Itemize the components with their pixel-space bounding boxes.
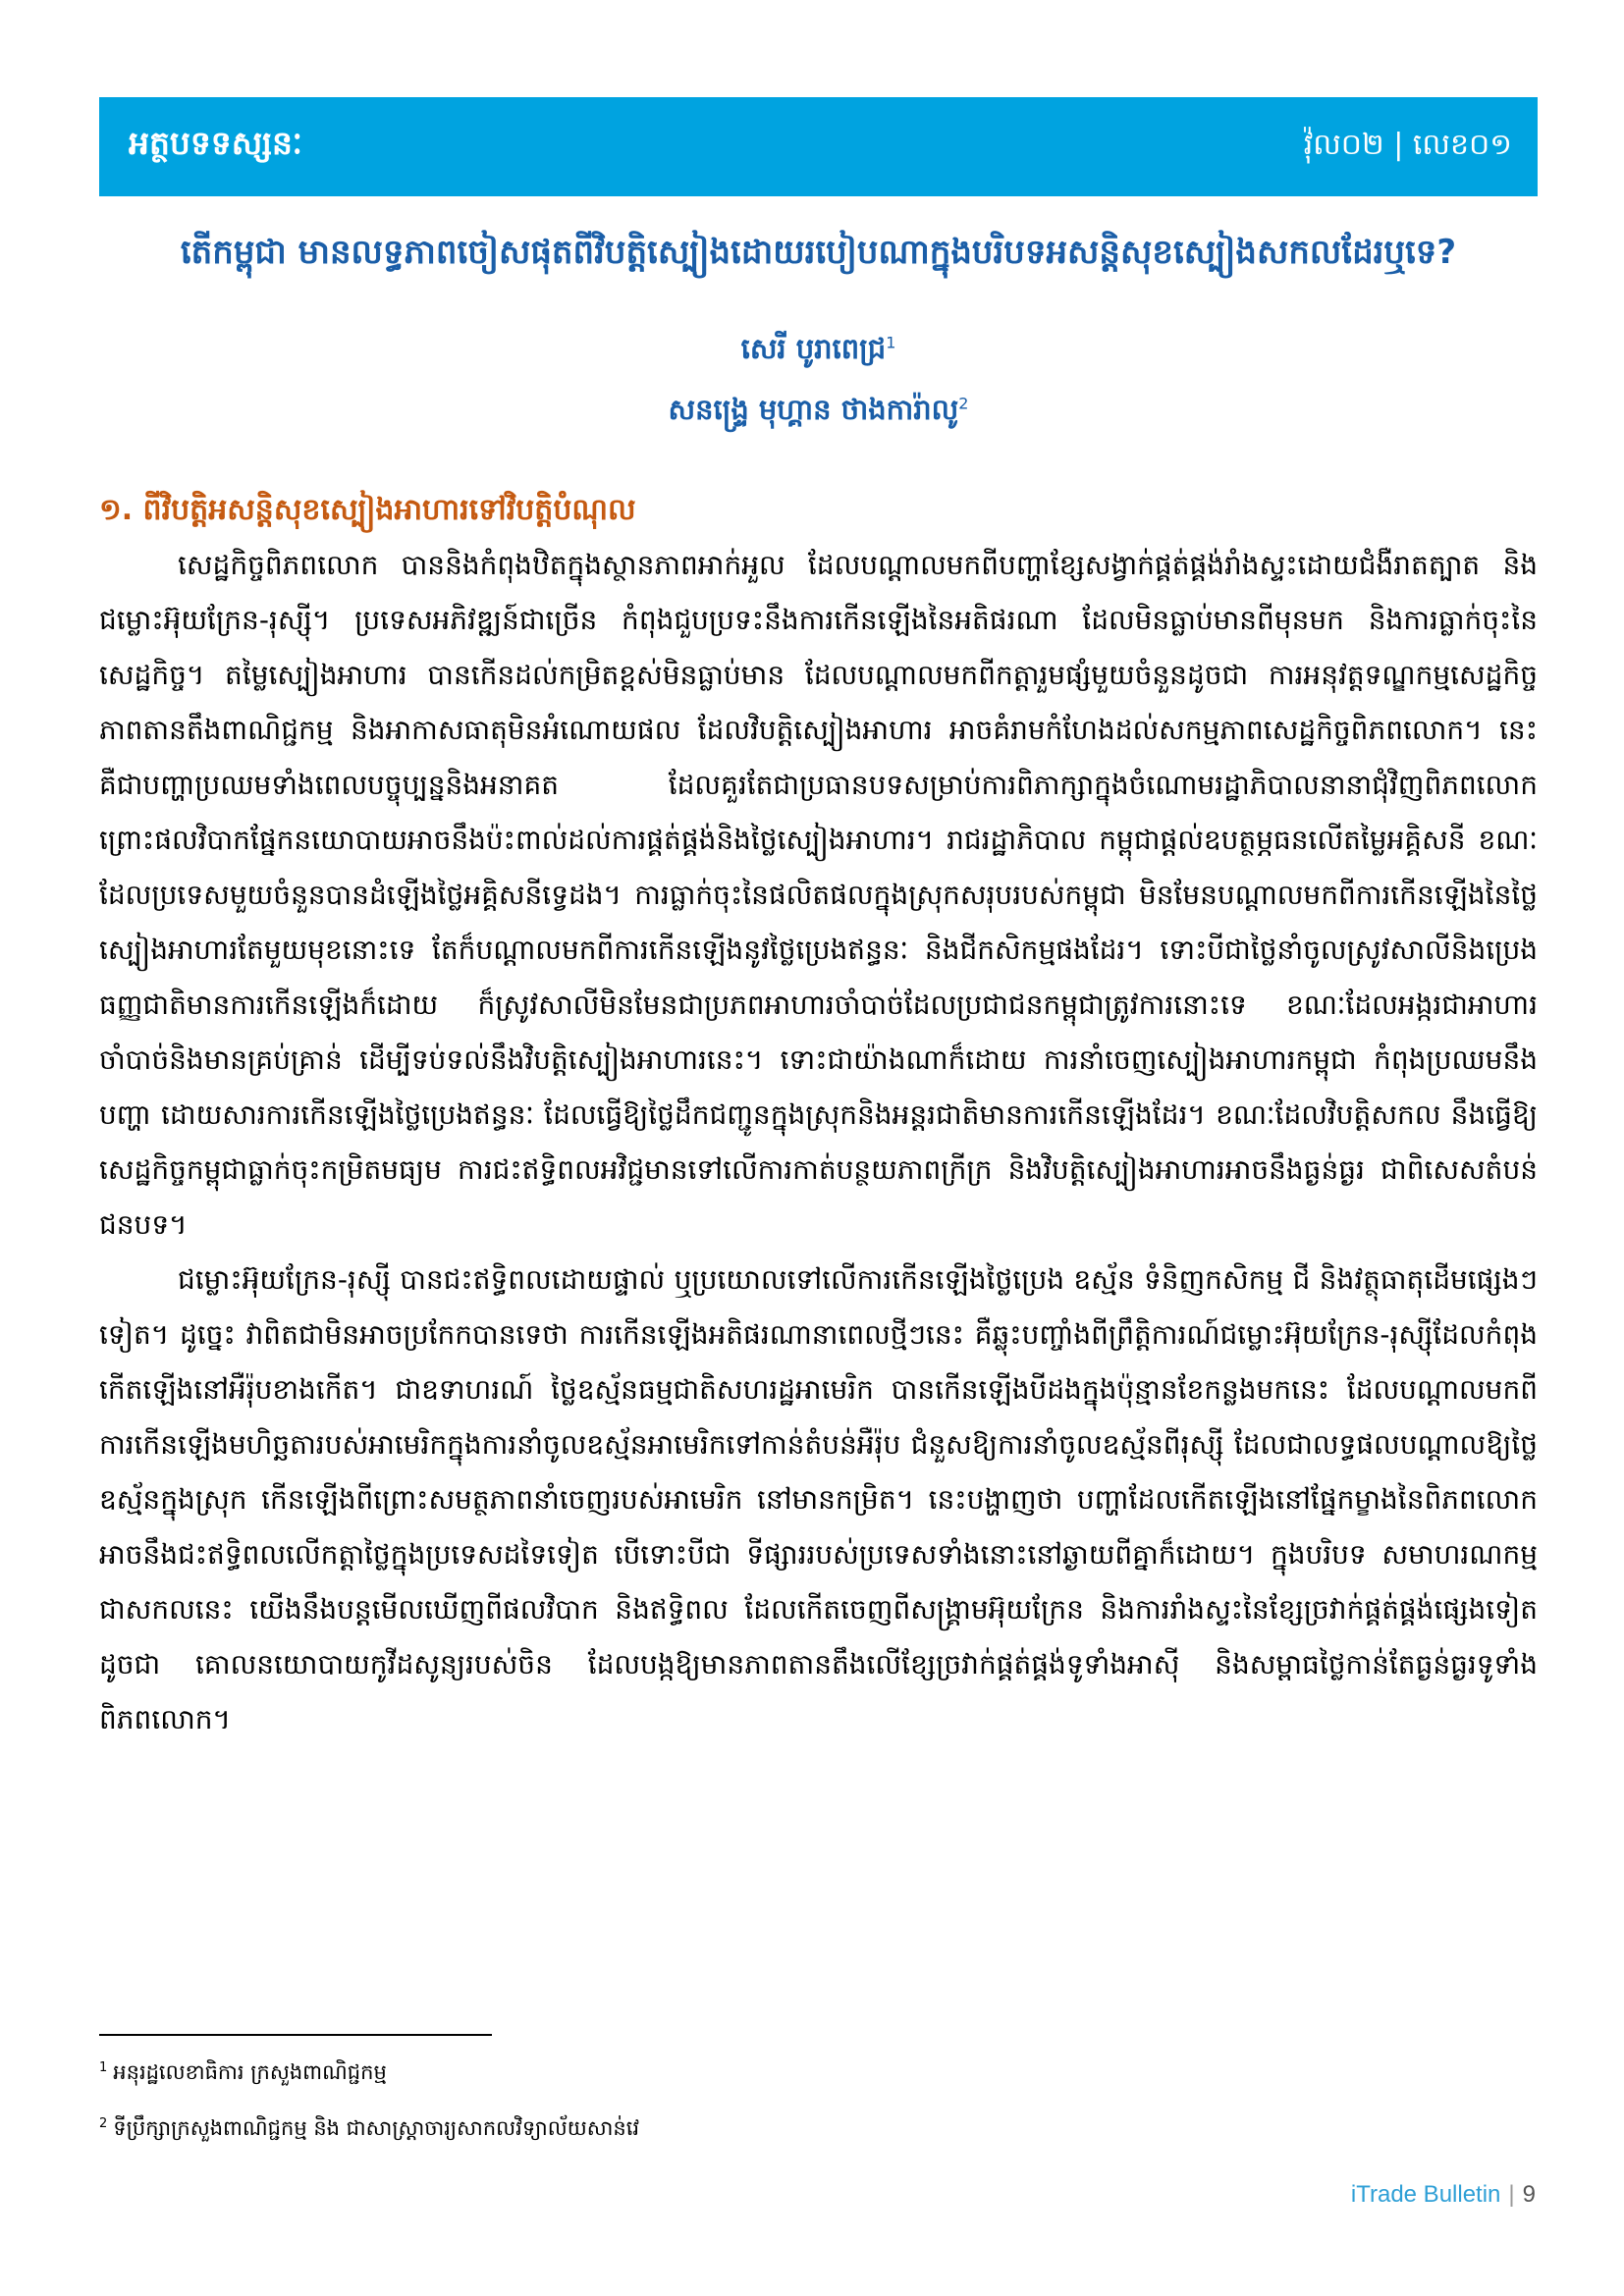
footnote-mark: 1 — [99, 2060, 108, 2075]
footnote-mark: 2 — [99, 2116, 108, 2131]
footnote-ref: 2 — [958, 394, 969, 413]
author-name: សេរី បូរាពេជ្រ — [740, 332, 887, 365]
publication-name: iTrade Bulletin — [1350, 2181, 1501, 2208]
section-heading: ១. ពីវិបត្តិអសន្តិសុខស្បៀងអាហារទៅវិបត្តិបំណុល — [99, 493, 636, 527]
footnote-ref: 1 — [886, 333, 896, 352]
footnote-2 — [99, 2115, 639, 2146]
article-title: តើកម្ពុជា មានលទ្ធភាពចៀសផុតពីវិបត្តិស្បៀងដោយរបៀបណាក្នុងបរិបទអសន្តិសុខស្បៀងសកលដែរឬទេ? — [180, 233, 1457, 272]
page-number: 9 — [1522, 2181, 1536, 2208]
paragraph: សេដ្ឋកិច្ចពិភពលោក បាននិងកំពុងឋិតក្នុងស្ថានភាពអាក់អួល ដែលបណ្ដាលមកពីបញ្ហាខ្សែសង្វាក់ផ្គត់ផ្គង់រាំងស្ទះដោយជំងឺរាតត្បាត និងជម្លោះអ៊ុយក្រែន-រុស្ស៊ី។ ប្រទេសអភិវឌ្ឍន៍ជាច្រើន កំពុងជួបប្រទះនឹងការកើនឡើងនៃអតិផរណា ដែលមិនធ្លាប់មានពីមុនមក និងការធ្លាក់ចុះនៃសេដ្ឋកិច្ច។ តម្លៃស្បៀងអាហារ បានកើនដល់កម្រិតខ្ពស់មិនធ្លាប់មាន ដែលបណ្ដាលមកពីកត្តារួមផ្សំមួយចំនួនដូចជា ការអនុវត្តទណ្ឌកម្មសេដ្ឋកិច្ច ភាពតានតឹងពាណិជ្ជកម្ម និងអាកាសធាតុមិនអំណោយផល ដែលវិបត្តិស្បៀងអាហារ អាចគំរាមកំហែងដល់សកម្មភាពសេដ្ឋកិច្ចពិភពលោក។ នេះគឺជាបញ្ហាប្រឈមទាំងពេលបច្ចុប្បន្ននិងអនាគត ដែលគួរតែជាប្រធានបទសម្រាប់ការពិភាក្សាក្នុងចំណោមរដ្ឋាភិបាលនានាជុំវិញពិភពលោក ព្រោះផលវិបាកផ្នែកនយោបាយអាចនឹងប៉ះពាល់ដល់ការផ្គត់ផ្គង់និងថ្លៃស្បៀងអាហារ។ រាជរដ្ឋាភិបាល កម្ពុជាផ្ដល់ឧបត្ថម្ភធនលើតម្លៃអគ្គិសនី ខណៈដែលប្រទេសមួយចំនួនបានដំឡើងថ្លៃអគ្គិសនីទ្វេដង។ ការធ្លាក់ចុះនៃផលិតផលក្នុងស្រុកសរុបរបស់កម្ពុជា មិនមែនបណ្ដាលមកពីការកើនឡើងនៃថ្លៃស្បៀងអាហារតែមួយមុខនោះទេ តែក៏បណ្ដាលមកពីការកើនឡើងនូវថ្លៃប្រេងឥន្ធនៈ និងជីកសិកម្មផងដែរ។ ទោះបីជាថ្លៃនាំចូលស្រូវសាលីនិងប្រេងធញ្ញជាតិមានការកើនឡើងក៏ដោយ ក៏ស្រូវសាលីមិនមែនជាប្រភពអាហារចាំបាច់ដែលប្រជាជនកម្ពុជាត្រូវការនោះទេ ខណៈដែលអង្ករជាអាហារចាំបាច់និងមានគ្រប់គ្រាន់ ដើម្បីទប់ទល់នឹងវិបត្តិស្បៀងអាហារនេះ។ ទោះជាយ៉ាងណាក៏ដោយ ការនាំចេញស្បៀងអាហារកម្ពុជា កំពុងប្រឈមនឹងបញ្ហា ដោយសារការកើនឡើងថ្លៃប្រេងឥន្ធនៈ ដែលធ្វើឱ្យថ្លៃដឹកជញ្ជូនក្នុងស្រុកនិងអន្តរជាតិមានការកើនឡើងដែរ។ ខណៈដែលវិបត្តិសកល នឹងធ្វើឱ្យសេដ្ឋកិច្ចកម្ពុជាធ្លាក់ចុះកម្រិតមធ្យម ការជះឥទ្ធិពលអវិជ្ជមានទៅលើការកាត់បន្ថយភាពក្រីក្រ និងវិបត្តិស្បៀងអាហារអាចនឹងធ្ងន់ធ្ងរ ជាពិសេសតំបន់ជនបទ។ — [99, 549, 1538, 1241]
author-name: សនង្រ្ទេ មុហ្គាន ថាងការ៉ាលូ — [668, 393, 959, 426]
page-footer — [1351, 2181, 1536, 2209]
author-1 — [99, 332, 1538, 373]
footnote-divider — [99, 2034, 492, 2036]
issue-number: វ៉ុល០២ | លេខ០១ — [1303, 127, 1512, 162]
footnote-text: ទីប្រឹក្សាក្រសួងពាណិជ្ជកម្ម និង ជាសាស្ត្រាចារ្យសាកលវិទ្យាល័យសាន់វេ — [113, 2116, 640, 2140]
footnote-text: អនុរដ្ឋលេខាធិការ ក្រសួងពាណិជ្ជកម្ម — [113, 2060, 387, 2084]
author-2 — [99, 393, 1538, 434]
footer-separator: | — [1508, 2181, 1515, 2208]
section-label: អត្ថបទទស្សនៈ — [129, 123, 303, 162]
article-body — [99, 538, 1538, 1747]
header-bar — [99, 97, 1538, 196]
paragraph: ជម្លោះអ៊ុយក្រែន-រុស្ស៊ី បានជះឥទ្ធិពលដោយផ្ទាល់ ឬប្រយោលទៅលើការកើនឡើងថ្លៃប្រេង ឧស្ម័ន ទំនិញកសិកម្ម ជី និងវត្ថុធាតុដើមផ្សេងៗទៀត។ ដូច្នេះ វាពិតជាមិនអាចប្រកែកបានទេថា ការកើនឡើងអតិផរណានាពេលថ្មីៗនេះ គឺឆ្លុះបញ្ចាំងពីព្រឹត្តិការណ៍ជម្លោះអ៊ុយក្រែន-រុស្ស៊ីដែលកំពុងកើតឡើងនៅអឺរ៉ុបខាងកើត។ ជាឧទាហរណ៍ ថ្លៃឧស្ម័នធម្មជាតិសហរដ្ឋអាមេរិក បានកើនឡើងបីដងក្នុងប៉ុន្មានខែកន្លងមកនេះ ដែលបណ្ដាលមកពីការកើនឡើងមហិច្ឆតារបស់អាមេរិកក្នុងការនាំចូលឧស្ម័នអាមេរិកទៅកាន់តំបន់អឺរ៉ុប ជំនួសឱ្យការនាំចូលឧស្ម័នពីរុស្ស៊ី ដែលជាលទ្ធផលបណ្ដាលឱ្យថ្លៃឧស្ម័នក្នុងស្រុក កើនឡើងពីព្រោះសមត្ថភាពនាំចេញរបស់អាមេរិក នៅមានកម្រិត។ នេះបង្ហាញថា បញ្ហាដែលកើតឡើងនៅផ្នែកម្ខាងនៃពិភពលោក អាចនឹងជះឥទ្ធិពលលើកត្តាថ្លៃក្នុងប្រទេសដទៃទៀត បើទោះបីជា ទីផ្សាររបស់ប្រទេសទាំងនោះនៅឆ្ងាយពីគ្នាក៏ដោយ។ ក្នុងបរិបទ សមាហរណកម្មជាសកលនេះ យើងនឹងបន្តមើលឃើញពីផលវិបាក និងឥទ្ធិពល ដែលកើតចេញពីសង្គ្រាមអ៊ុយក្រែន និងការរាំងស្ទះនៃខ្សែច្រវាក់ផ្គត់ផ្គង់ផ្សេងទៀត ដូចជា គោលនយោបាយកូវីដសូន្យរបស់ចិន ដែលបង្កឱ្យមានភាពតានតឹងលើខ្សែច្រវាក់ផ្គត់ផ្គង់ទូទាំងអាស៊ី និងសម្ពាធថ្លៃកាន់តែធ្ងន់ធ្ងរទូទាំងពិភពលោក។ — [99, 1263, 1538, 1735]
footnote-1 — [99, 2059, 387, 2090]
